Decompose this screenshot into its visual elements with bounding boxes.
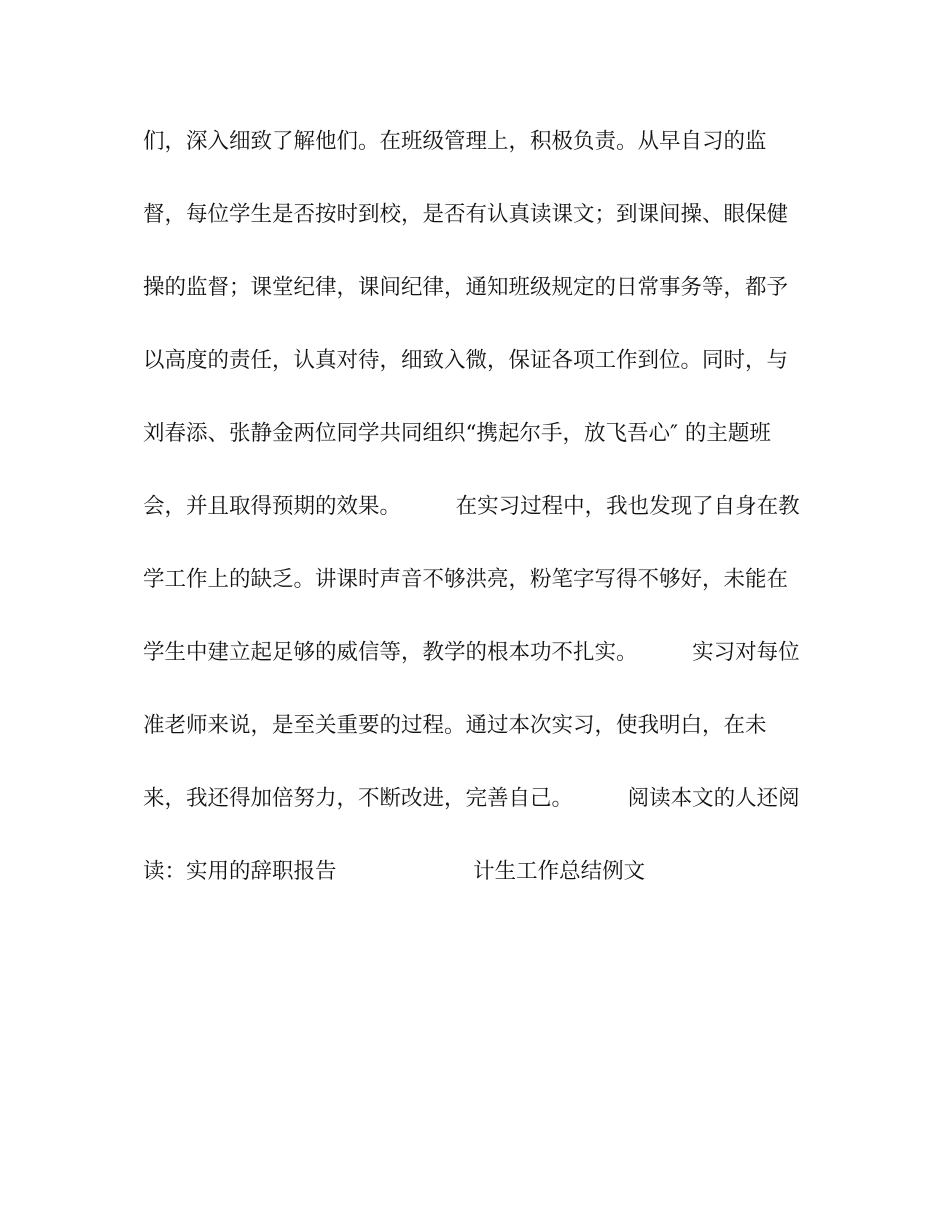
body-text-line: 准老师来说，是至关重要的过程。通过本次实习，使我明白，在未	[143, 713, 767, 738]
body-text-line: 督，每位学生是否按时到校，是否有认真读课文；到课间操、眼保健	[143, 202, 789, 227]
body-text-line: 以高度的责任，认真对待，细致入微，保证各项工作到位。同时，与	[143, 348, 789, 373]
body-text-line: 会，并且取得预期的效果。 在实习过程中，我也发现了自身在教	[143, 494, 800, 519]
body-text-line: 来，我还得加倍努力，不断改进，完善自己。 阅读本文的人还阅	[143, 786, 800, 811]
body-text-line: 学工作上的缺乏。讲课时声音不够洪亮，粉笔字写得不够好，未能在	[143, 567, 789, 592]
body-text-line: 操的监督；课堂纪律，课间纪律，通知班级规定的日常事务等，都予	[143, 275, 789, 300]
body-text-line: 刘春添、张静金两位同学共同组织“携起尔手，放飞吾心″ 的主题班	[143, 421, 771, 446]
body-text-line: 学生中建立起足够的威信等，教学的根本功不扎实。 实习对每位	[143, 640, 800, 665]
related-reading-line: 读：实用的辞职报告 计生工作总结例文	[143, 859, 646, 884]
body-text-line: 们，深入细致了解他们。在班级管理上，积极负责。从早自习的监	[143, 129, 767, 154]
